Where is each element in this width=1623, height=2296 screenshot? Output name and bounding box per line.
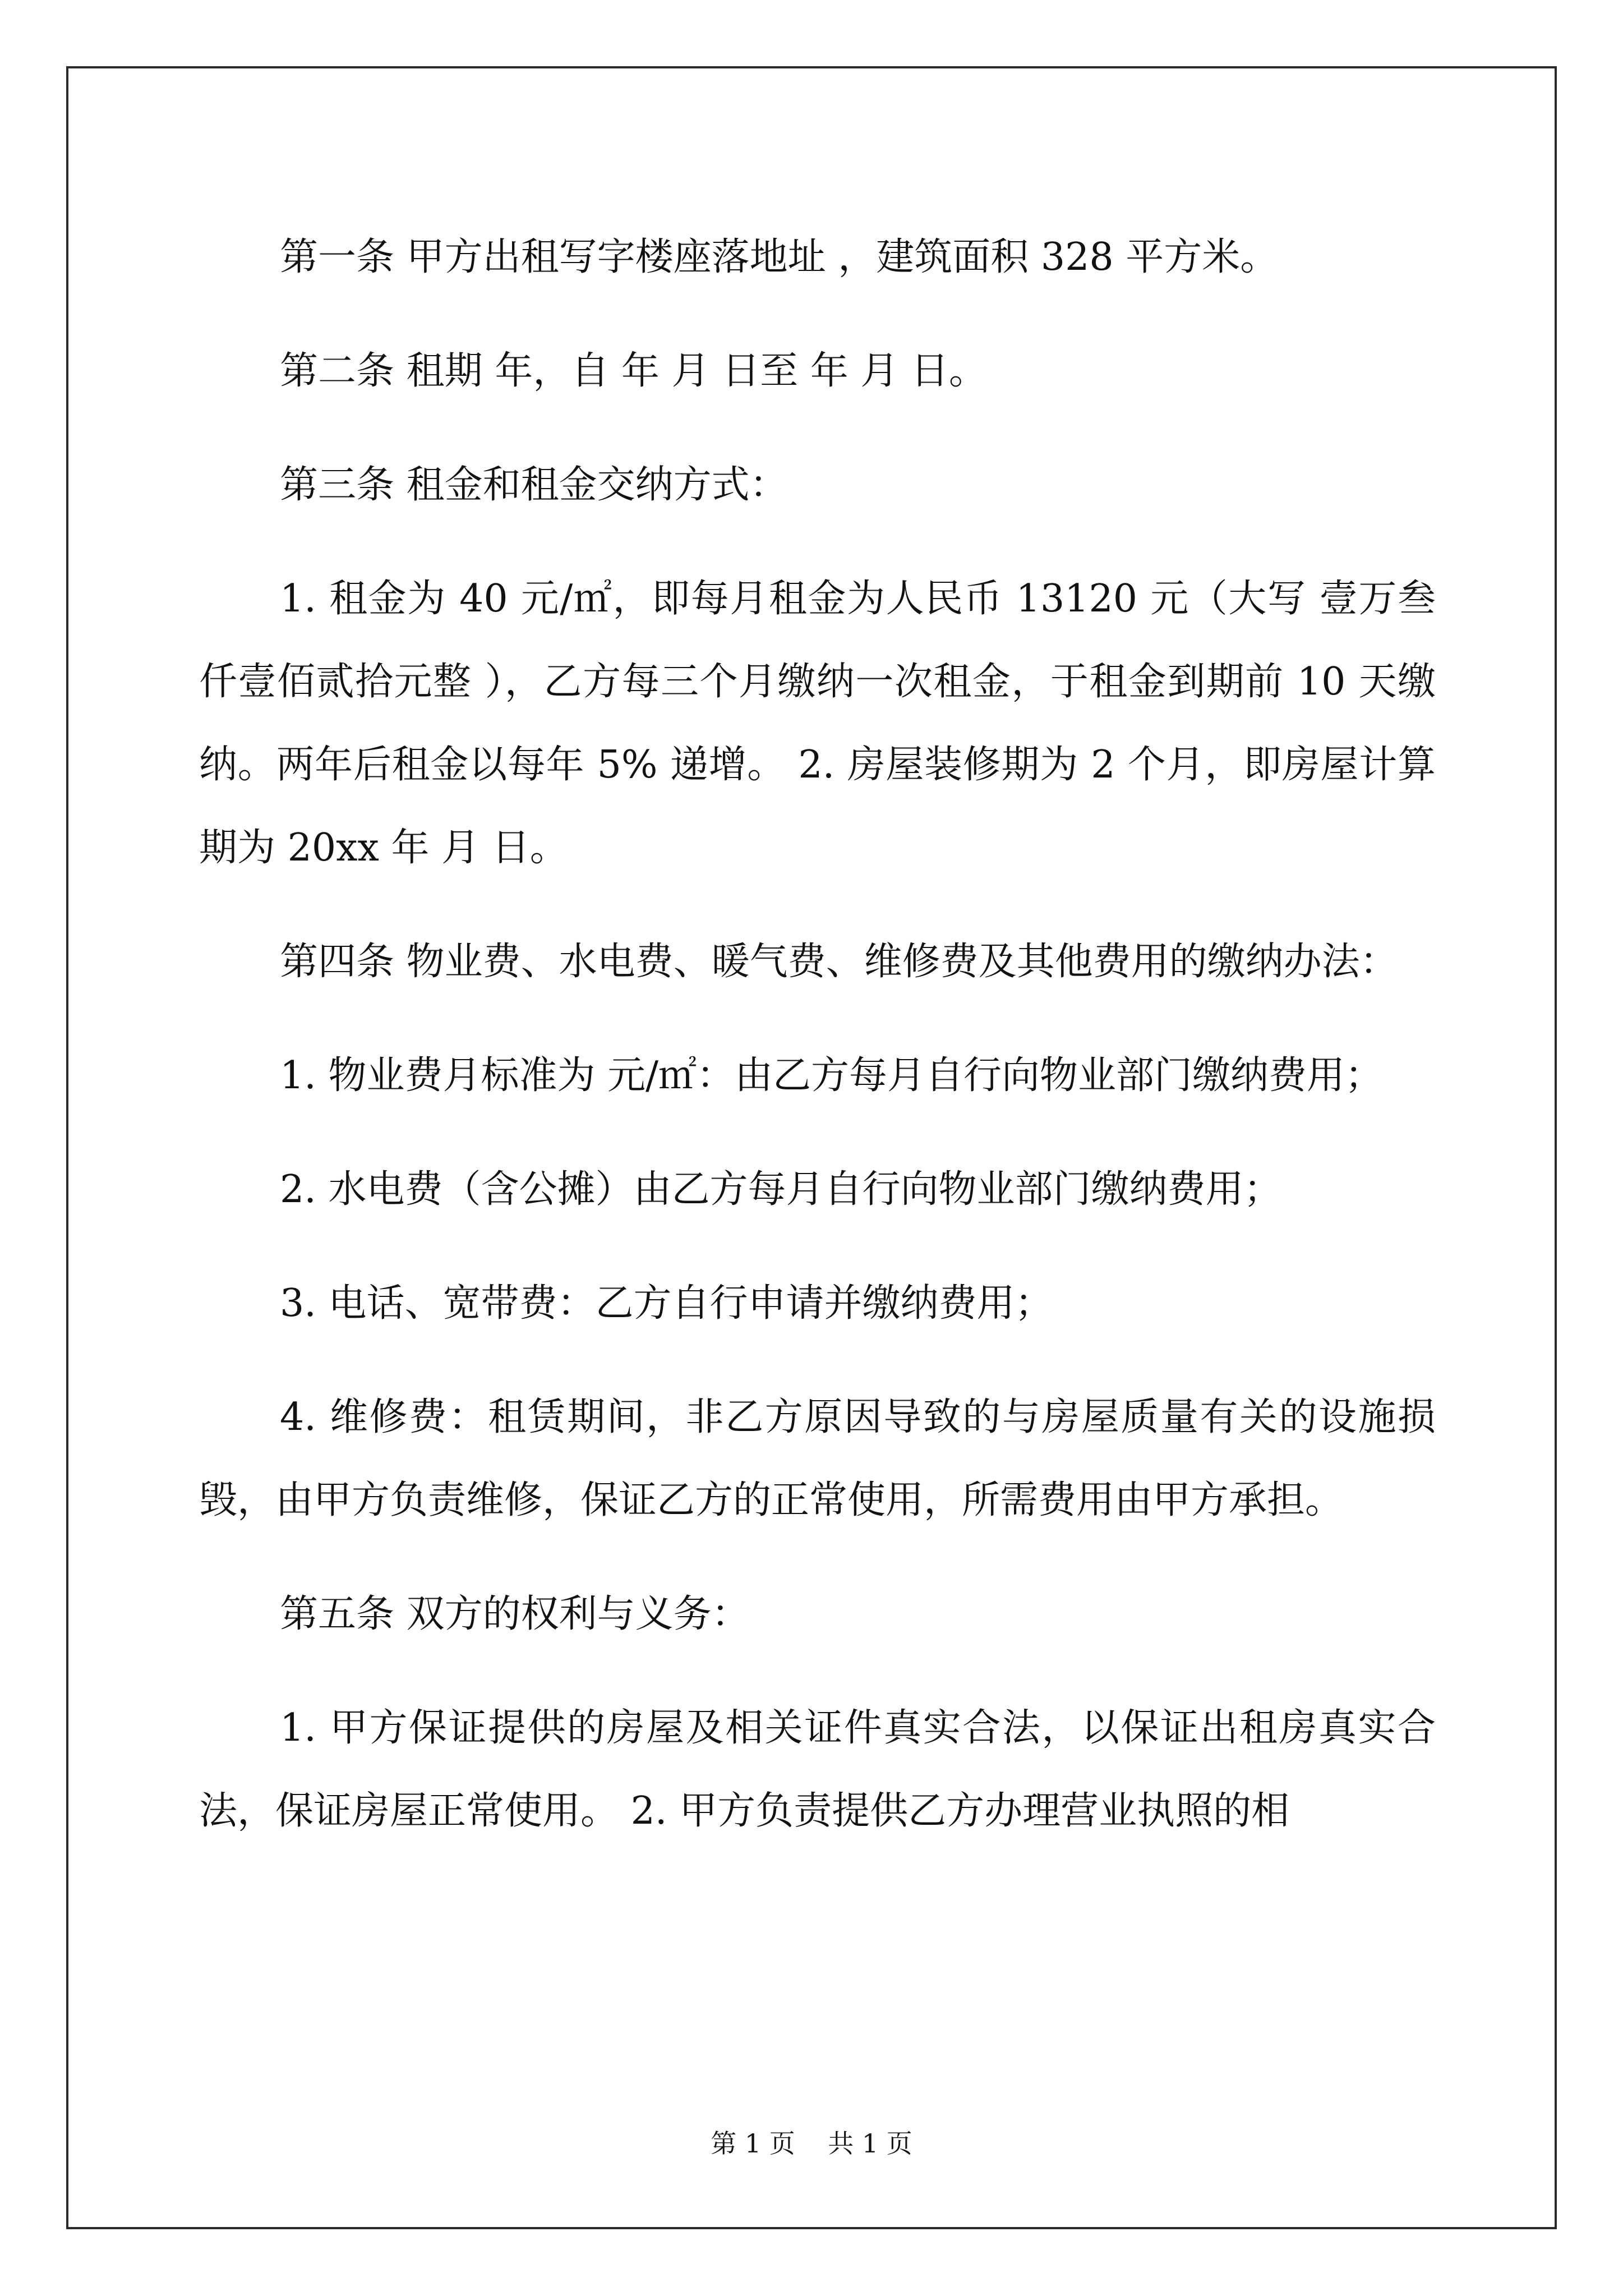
article-4-item-4: 4. 维修费：租赁期间，非乙方原因导致的与房屋质量有关的设施损毁，由甲方负责维修，保证乙方的正常使用，所需费用由甲方承担。 (199, 1395, 1436, 1522)
article-4-item-2: 2. 水电费（含公摊）由乙方每月自行向物业部门缴纳费用； (280, 1167, 1282, 1212)
article-1: 第一条 甲方出租写字楼座落地址 ，建筑面积 328 平方米。 (280, 235, 1279, 279)
article-4-heading: 第四条 物业费、水电费、暖气费、维修费及其他费用的缴纳办法： (280, 940, 1398, 984)
article-3-item-1: 1. 租金为 40 元/㎡，即每月租金为人民币 13120 元（大写 壹万叁仟壹佰贰拾元整 ），乙方每三个月缴纳一次租金，于租金到期前 10 天缴纳。两年后租金以每年 5% 递增。 2. 房屋装修期为 2 个月，即房屋计算期为 20xx 年 月 日。 (199, 577, 1436, 870)
article-5-item-1: 1. 甲方保证提供的房屋及相关证件真实合法，以保证出租房真实合法，保证房屋正常使用。 2. 甲方负责提供乙方办理营业执照的相 (199, 1706, 1436, 1833)
article-5-heading: 第五条 双方的权利与义务： (280, 1592, 750, 1636)
article-4-item-1: 1. 物业费月标准为 元/㎡：由乙方每月自行向物业部门缴纳费用； (280, 1053, 1384, 1098)
page-number: 第 1 页 共 1 页 (711, 2128, 912, 2159)
document-body (199, 216, 1436, 1853)
article-2: 第二条 租期 年，自 年 月 日至 年 月 日。 (280, 349, 987, 393)
article-4-item-3: 3. 电话、宽带费：乙方自行申请并缴纳费用； (280, 1281, 1053, 1326)
article-3-heading: 第三条 租金和租金交纳方式： (280, 463, 788, 507)
